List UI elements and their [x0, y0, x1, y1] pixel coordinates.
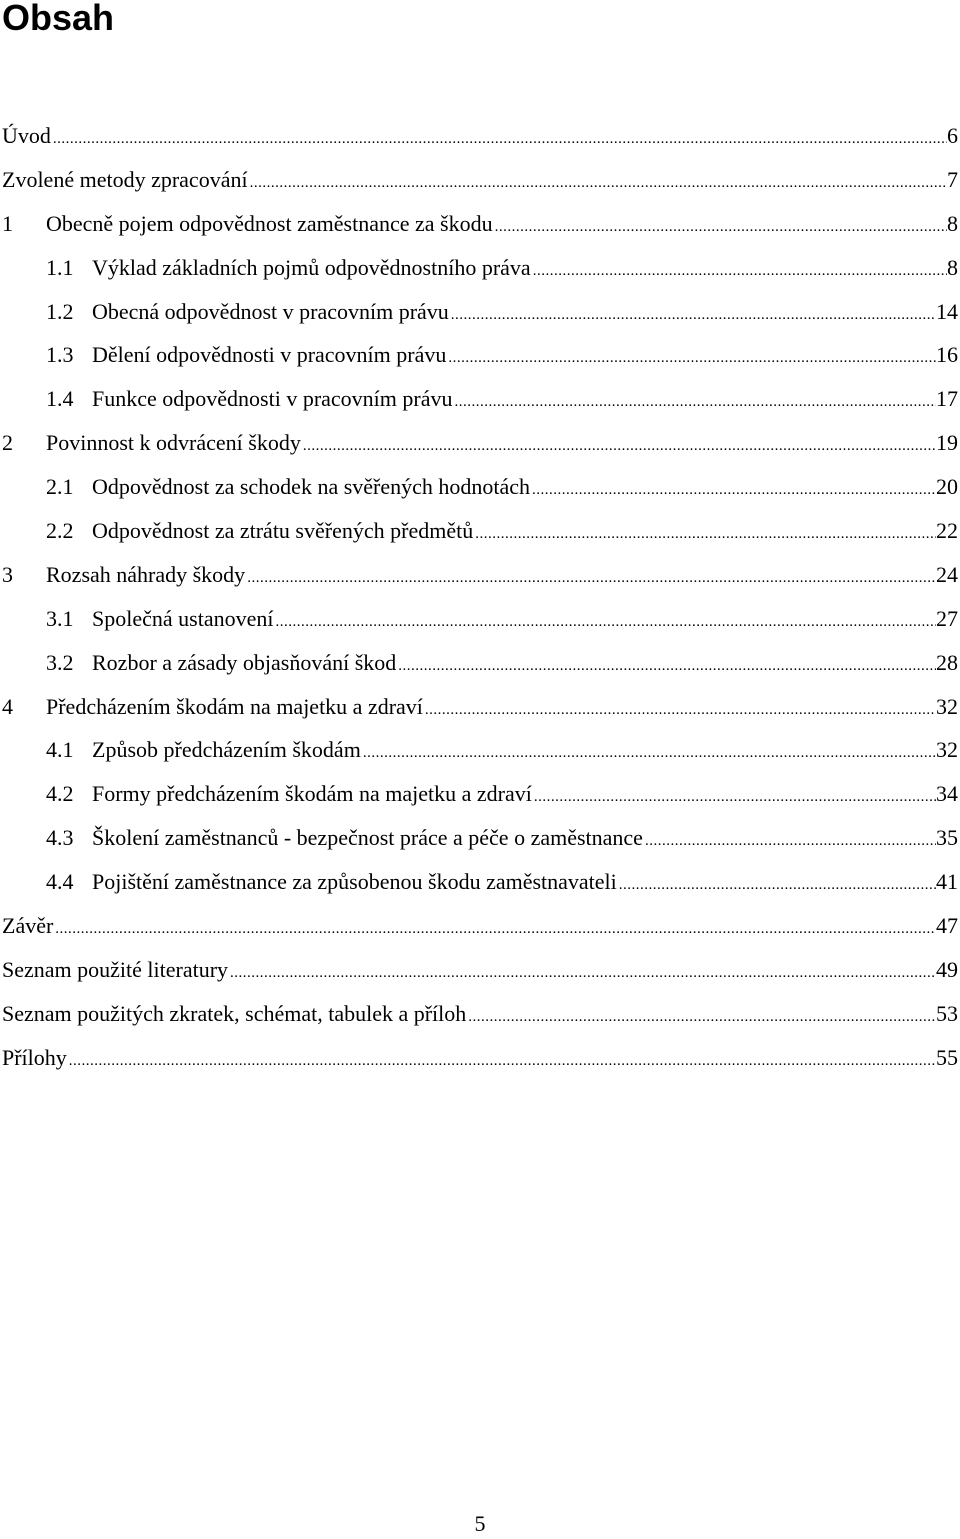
toc-entry-title: Přílohy — [2, 1044, 67, 1070]
toc-entry-2[interactable] — [2, 421, 958, 465]
toc-entry-title: Odpovědnost za schodek na svěřených hodnotách — [92, 474, 531, 500]
toc-entry-2-2[interactable] — [2, 509, 958, 553]
toc-entry-page: 8 — [947, 254, 958, 280]
toc-entry-4-4[interactable] — [2, 860, 958, 904]
toc-entry-title: Seznam použité literatury — [2, 956, 229, 982]
toc-entry-4[interactable] — [2, 685, 958, 729]
toc-entry-page: 55 — [936, 1044, 958, 1070]
toc-entry-number: 3.1 — [46, 605, 74, 631]
toc-entry-page: 41 — [936, 869, 958, 895]
toc-entry-page: 47 — [936, 913, 958, 939]
toc-entry-number: 2 — [2, 430, 13, 456]
toc-entry-1-3[interactable] — [2, 333, 958, 377]
toc-entry-number: 1.2 — [46, 298, 74, 324]
toc-entry-page: 35 — [936, 825, 958, 851]
toc-entry-uvod[interactable] — [2, 114, 958, 158]
toc-entry-page: 19 — [936, 430, 958, 456]
toc-entry-title: Funkce odpovědnosti v pracovním právu — [92, 386, 453, 412]
toc-entry-1[interactable] — [2, 202, 958, 246]
toc-entry-page: 24 — [936, 561, 958, 587]
toc-entry-1-1[interactable] — [2, 246, 958, 290]
toc-entry-page: 6 — [947, 123, 958, 148]
toc-entry-number: 1.3 — [46, 342, 74, 368]
dot-leader — [449, 294, 936, 334]
toc-entry-title: Dělení odpovědnosti v pracovním právu — [92, 342, 447, 368]
toc-entry-number: 4.1 — [46, 737, 74, 763]
page-title: Obsah — [2, 0, 115, 38]
toc-entry-literatura[interactable] — [2, 948, 958, 992]
toc-entry-prilohy[interactable] — [2, 1036, 958, 1080]
dot-leader — [531, 250, 947, 290]
toc-entry-3[interactable] — [2, 553, 958, 597]
toc-entry-page: 22 — [936, 518, 958, 544]
toc-entry-number: 3 — [2, 561, 13, 587]
dot-leader — [245, 557, 936, 597]
dot-leader — [301, 425, 936, 465]
dot-leader — [532, 776, 936, 816]
toc-entry-title: Školení zaměstnanců - bezpečnost práce a péče o zaměstnance — [92, 825, 643, 851]
dot-leader — [248, 162, 947, 202]
toc-entry-page: 14 — [936, 298, 958, 324]
dot-leader — [53, 908, 936, 948]
toc-entry-2-1[interactable] — [2, 465, 958, 509]
dot-leader — [273, 601, 936, 641]
dot-leader — [423, 689, 936, 729]
toc-entry-page: 49 — [936, 956, 958, 982]
toc-entry-page: 27 — [936, 605, 958, 631]
toc-entry-number: 4.3 — [46, 825, 74, 851]
dot-leader — [617, 864, 936, 904]
toc-entry-page: 20 — [936, 474, 958, 500]
dot-leader — [493, 206, 947, 246]
toc-entry-page: 32 — [936, 693, 958, 719]
toc-entry-1-4[interactable] — [2, 377, 958, 421]
toc-entry-title: Seznam použitých zkratek, schémat, tabulek a příloh — [2, 1000, 467, 1026]
toc-entry-title: Úvod — [2, 123, 51, 148]
toc-entry-page: 28 — [936, 649, 958, 675]
toc-entry-title: Rozsah náhrady škody — [46, 561, 246, 587]
toc-entry-page: 7 — [947, 166, 958, 192]
toc-entry-title: Formy předcházením škodám na majetku a zdraví — [92, 781, 532, 807]
toc-entry-4-2[interactable] — [2, 772, 958, 816]
toc-entry-number: 1.1 — [46, 254, 74, 280]
toc-entry-title: Zvolené metody zpracování — [2, 166, 248, 192]
dot-leader — [643, 820, 936, 860]
toc-entry-number: 4.2 — [46, 781, 74, 807]
dot-leader — [361, 732, 936, 772]
toc-entry-title: Předcházením škodám na majetku a zdraví — [46, 693, 423, 719]
toc-entry-title: Způsob předcházením škodám — [92, 737, 361, 763]
toc-entry-zaver[interactable] — [2, 904, 958, 948]
dot-leader — [67, 1040, 936, 1080]
dot-leader — [453, 381, 937, 421]
toc-entry-title: Obecně pojem odpovědnost zaměstnance za škodu — [46, 210, 493, 236]
toc-entry-title: Pojištění zaměstnance za způsobenou škodu zaměstnavateli — [92, 869, 617, 895]
toc-entry-page: 34 — [936, 781, 958, 807]
dot-leader — [396, 645, 936, 685]
toc-entry-number: 2.2 — [46, 518, 74, 544]
toc-entry-number: 3.2 — [46, 649, 74, 675]
dot-leader — [228, 952, 936, 992]
toc-entry-page: 32 — [936, 737, 958, 763]
toc-entry-title: Povinnost k odvrácení škody — [46, 430, 301, 456]
toc-entry-page: 17 — [936, 386, 958, 412]
toc-entry-title: Závěr — [2, 913, 54, 939]
dot-leader — [473, 513, 936, 553]
toc-entry-title: Rozbor a zásady objasňování škod — [92, 649, 397, 675]
toc-entry-1-2[interactable] — [2, 290, 958, 334]
dot-leader — [466, 996, 936, 1036]
toc-entry-page: 16 — [936, 342, 958, 368]
toc-entry-4-1[interactable] — [2, 728, 958, 772]
toc-entry-number: 1.4 — [46, 386, 74, 412]
toc-entry-number: 4.4 — [46, 869, 74, 895]
toc-entry-title: Obecná odpovědnost v pracovním právu — [92, 298, 449, 324]
toc-entry-3-1[interactable] — [2, 597, 958, 641]
toc-entry-number: 2.1 — [46, 474, 74, 500]
toc-entry-number: 1 — [2, 210, 13, 236]
dot-leader — [530, 469, 936, 509]
toc-entry-title: Výklad základních pojmů odpovědnostního práva — [92, 254, 531, 280]
dot-leader — [446, 337, 936, 377]
toc-entry-zkratky[interactable] — [2, 992, 958, 1036]
toc-entry-number: 4 — [2, 693, 13, 719]
page-number: 5 — [474, 1511, 486, 1536]
toc-entry-title: Společná ustanovení — [92, 605, 274, 631]
toc-entry-title: Odpovědnost za ztrátu svěřených předmětů — [92, 518, 474, 544]
toc-entry-4-3[interactable] — [2, 816, 958, 860]
toc-entry-page: 8 — [947, 210, 958, 236]
toc-entry-3-2[interactable] — [2, 641, 958, 685]
dot-leader — [51, 118, 947, 158]
toc-entry-page: 53 — [936, 1000, 958, 1026]
table-of-contents — [2, 114, 958, 1080]
toc-entry-zvolene-metody[interactable] — [2, 158, 958, 202]
